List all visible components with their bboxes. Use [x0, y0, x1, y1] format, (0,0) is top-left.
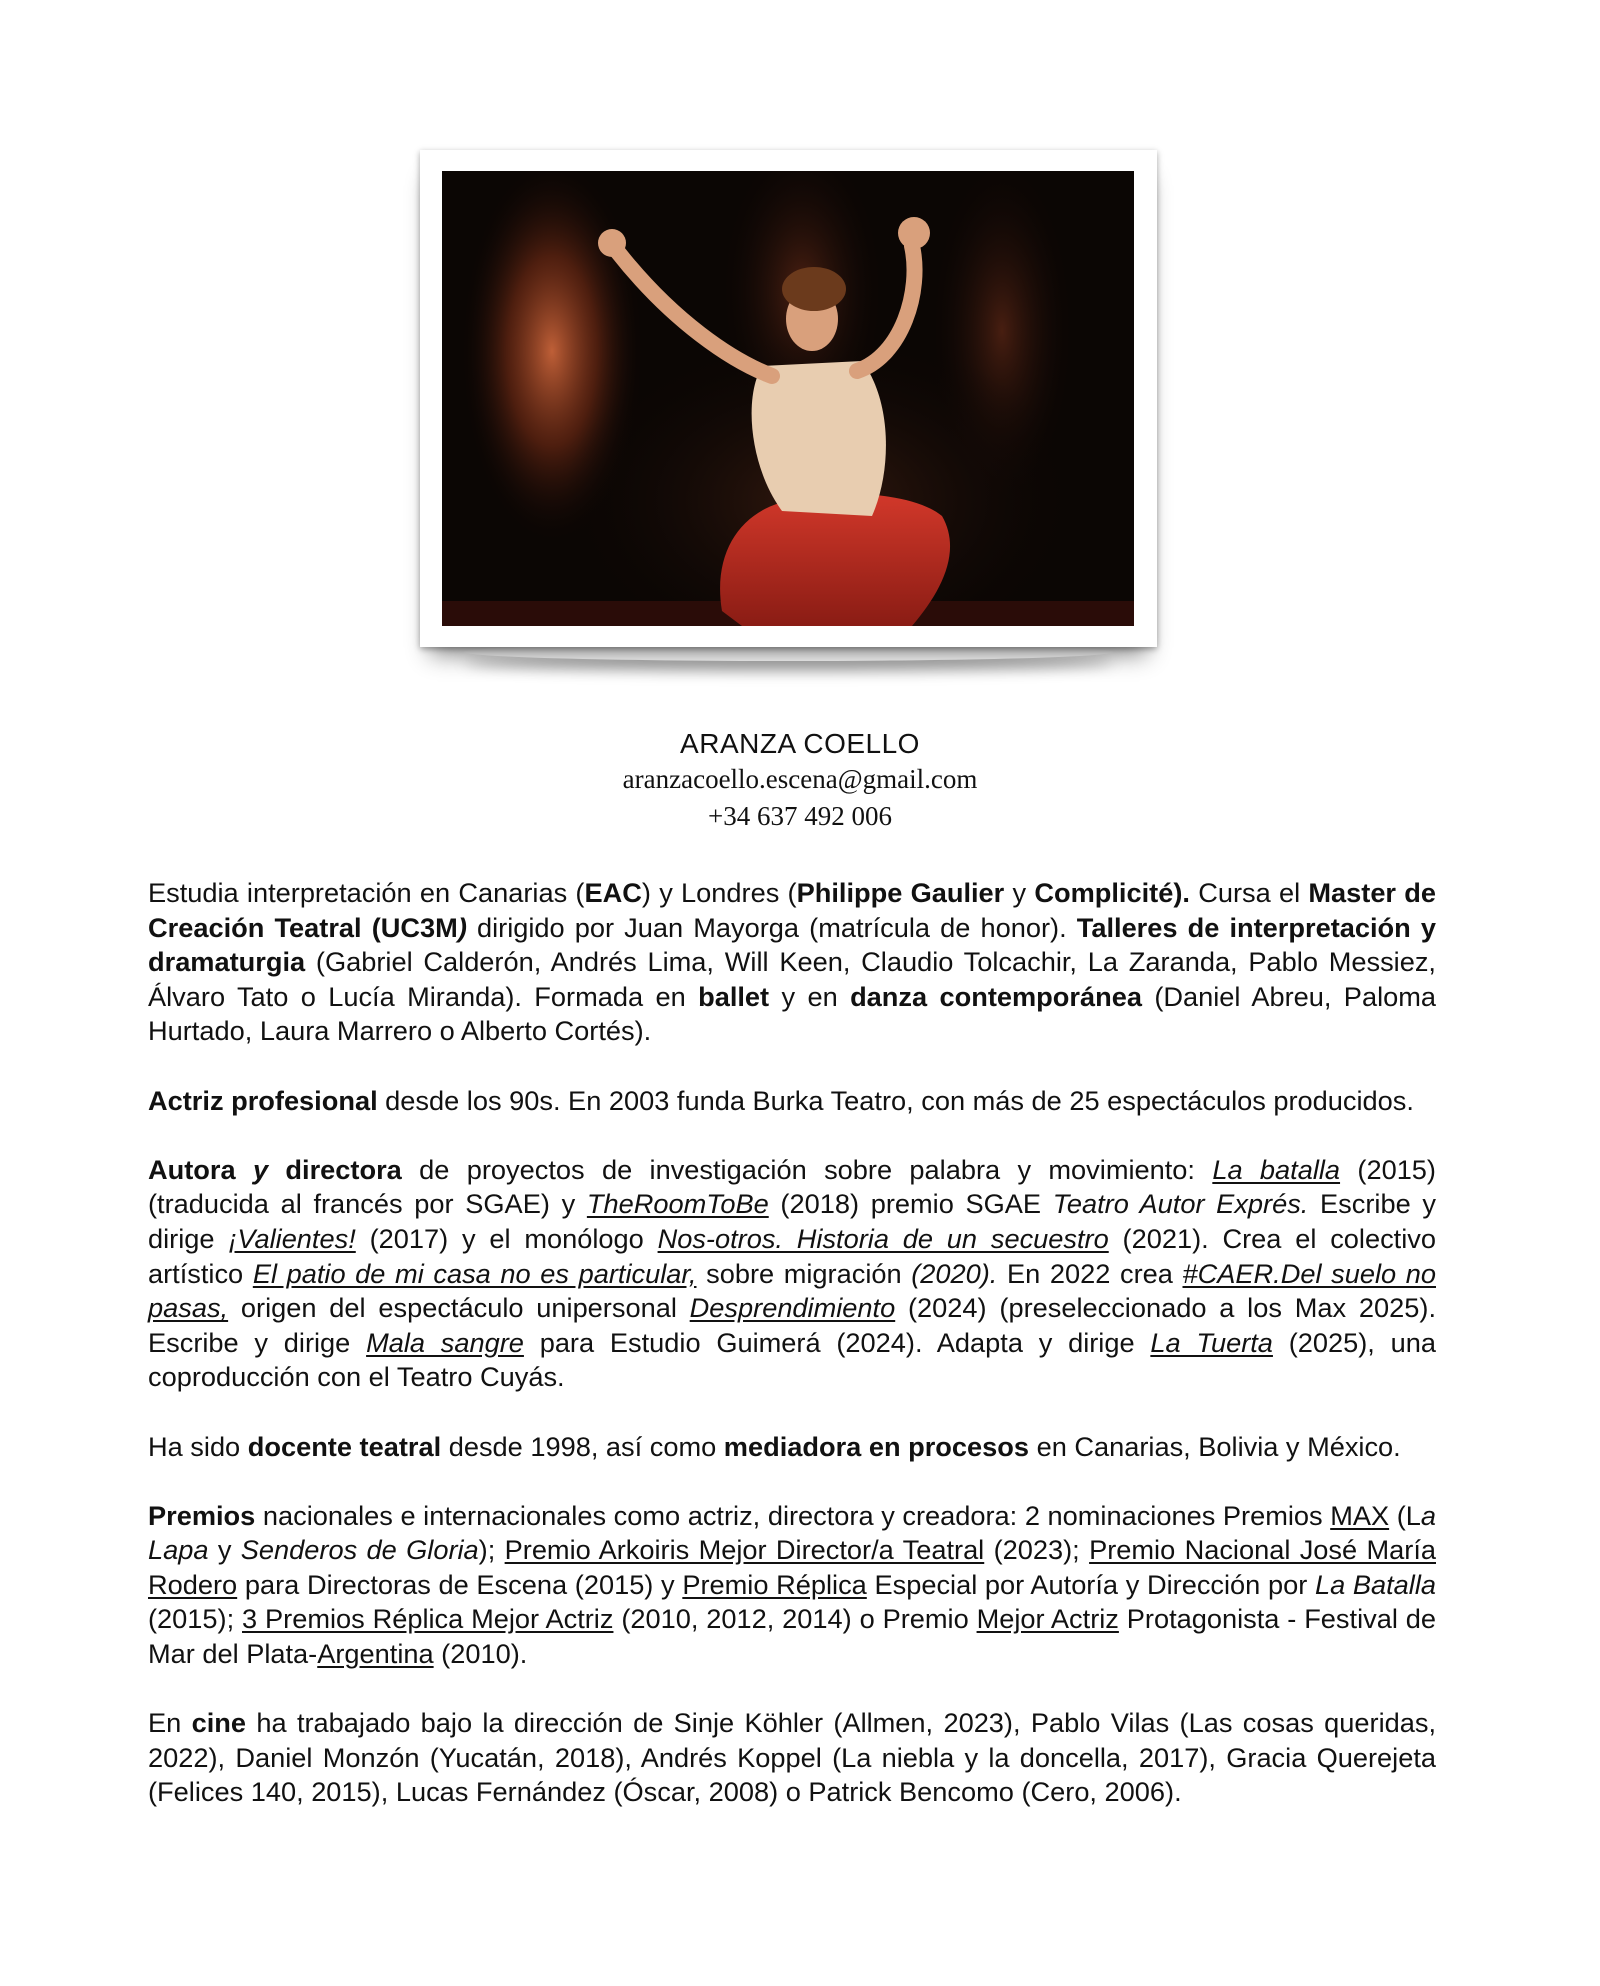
work-la-tuerta: La Tuerta [1150, 1326, 1273, 1358]
paragraph-training: Estudia interpretación en Canarias (EAC) y Londres (Philippe Gaulier y Complicité). Cursa el Master de Creación Teatral (UC3M) dirigido por Juan Mayorga (matrícula de honor). Talleres de interpretación y dramaturgia (Gabriel Calderón, Andrés Lima, Will Keen, Claudio Tolcachir, La Zaranda, Pablo Messiez, Álvaro Tato o Lucía Miranda). Formada en ballet y en danza contemporánea (Daniel Abreu, Paloma Hurtado, Laura Marrero o Alberto Cortés). [148, 877, 1436, 1047]
performer-on-stage-photo-icon [442, 171, 1134, 626]
contact-email: aranzacoello.escena@gmail.com [622, 764, 978, 794]
paragraph-cinema: En cine ha trabajado bajo la dirección de Sinje Köhler (Allmen, 2023), Pablo Vilas (Las cosas queridas, 2022), Daniel Monzón (Yucatán, 2018), Andrés Koppel (La niebla y la doncella, 2017), Gracia Querejeta (Felices 140, 2015), Lucas Fernández (Óscar, 2008) o Patrick Bencomo (Cero, 2006). [148, 1707, 1436, 1808]
contact-phone: +34 637 492 006 [708, 801, 892, 831]
paragraph-author-director: Autora y directora de proyectos de investigación sobre palabra y movimiento: La batalla (2015) (traducida al francés por SGAE) y TheRoomToBe (2018) premio SGAE Teatro Autor Exprés. Escribe y dirige ¡Valientes! (2017) y el monólogo Nos-otros. Historia de un secuestro (2021). Crea el colectivo artístico El patio de mi casa no es particular, sobre migración (2020). En 2022 crea #CAER.Del suelo no pasas, origen del espectáculo unipersonal Desprendimiento (2024) (preseleccionado a los Max 2025). Escribe y dirige Mala sangre para Estudio Guimerá (2024). Adapta y dirige La Tuerta (2025), una coproducción con el Teatro Cuyás. [148, 1153, 1436, 1393]
work-valientes: ¡Valientes! [228, 1222, 356, 1254]
work-el-patio: El patio de mi casa no es particular, [252, 1257, 697, 1289]
paragraph-professional: Actriz profesional desde los 90s. En 2003 funda Burka Teatro, con más de 25 espectáculos producidos. [148, 1084, 1414, 1116]
performer-name: ARANZA COELLO [680, 728, 920, 759]
paragraph-awards: Premios nacionales e internacionales como actriz, directora y creadora: 2 nominaciones Premios MAX (La Lapa y Senderos de Gloria); Premio Arkoiris Mejor Director/a Teatral (2023); Premio Nacional José María Rodero para Directoras de Escena (2015) y Premio Réplica Especial por Autoría y Dirección por La Batalla (2015); 3 Premios Réplica Mejor Actriz (2010, 2012, 2014) o Premio Mejor Actriz Protagonista - Festival de Mar del Plata-Argentina (2010). [148, 1499, 1436, 1670]
photo-frame [420, 150, 1157, 647]
work-desprendimiento: Desprendimiento [689, 1292, 896, 1324]
work-la-batalla: La batalla [1212, 1153, 1341, 1185]
work-caer: #CAER.Del suelo no pasas, [148, 1257, 1436, 1324]
work-theroomtobe: TheRoomToBe [586, 1188, 769, 1220]
paragraph-teaching: Ha sido docente teatral desde 1998, así como mediadora en procesos en Canarias, Bolivia y México. [148, 1430, 1401, 1462]
work-mala-sangre: Mala sangre [366, 1326, 524, 1358]
biography [148, 876, 1436, 1845]
performer-photo [442, 171, 1134, 626]
work-nos-otros: Nos-otros. Historia de un secuestro [657, 1222, 1109, 1254]
